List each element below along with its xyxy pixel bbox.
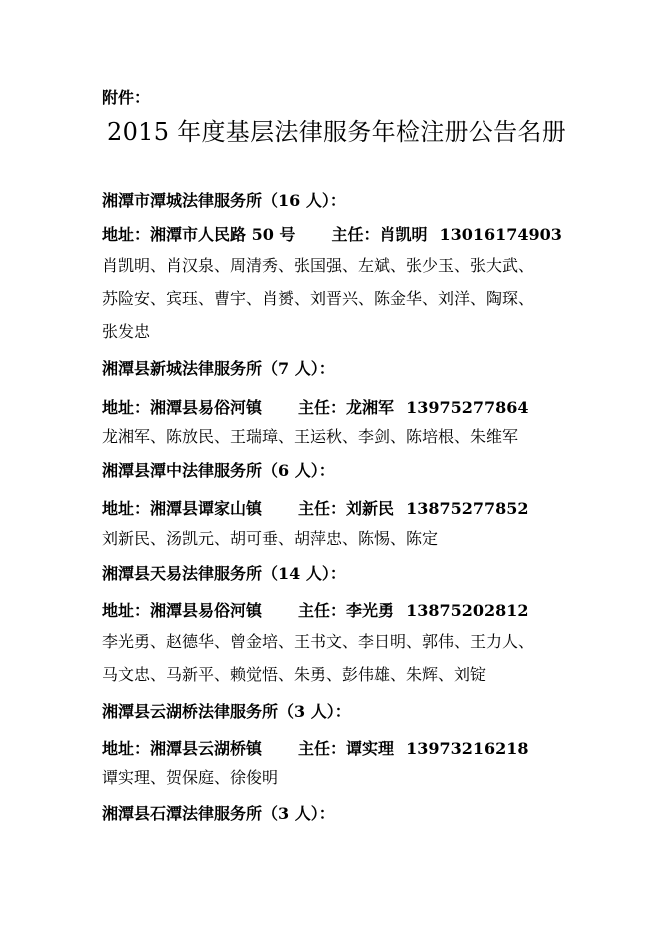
attachment-label: 附件： <box>102 88 151 107</box>
office-director: 李光勇 <box>346 601 395 620</box>
office-address-line <box>102 499 529 519</box>
office-address: 湘潭县云湖桥镇 <box>150 739 263 758</box>
office-phone: 13973216218 <box>406 739 529 758</box>
address-label: 地址： <box>102 398 151 417</box>
office-phone: 13975277864 <box>406 398 529 417</box>
director-label: 主任： <box>298 739 347 758</box>
office-director: 刘新民 <box>346 499 395 518</box>
office-address: 湘潭市人民路 50 号 <box>150 225 296 244</box>
office-name: 湘潭市潭城法律服务所（16 人）： <box>102 191 346 210</box>
office-name: 湘潭县石潭法律服务所（3 人）： <box>102 804 335 823</box>
office-name: 湘潭县云湖桥法律服务所（3 人）： <box>102 702 351 721</box>
address-label: 地址： <box>102 499 151 518</box>
member-list-line: 龙湘军、陈放民、王瑞璋、王运秋、李剑、陈培根、朱维军 <box>102 427 519 446</box>
office-phone: 13875277852 <box>406 499 529 518</box>
office-address: 湘潭县易俗河镇 <box>150 398 263 417</box>
address-label: 地址： <box>102 739 151 758</box>
office-phone: 13016174903 <box>439 225 562 244</box>
office-phone: 13875202812 <box>406 601 529 620</box>
member-list-line: 肖凯明、肖汉泉、周清秀、张国强、左斌、张少玉、张大武、 <box>102 256 535 275</box>
member-list-line: 谭实理、贺保庭、徐俊明 <box>102 768 279 787</box>
director-label: 主任： <box>331 225 380 244</box>
office-name: 湘潭县新城法律服务所（7 人）： <box>102 359 335 378</box>
member-list-line: 张发忠 <box>102 322 151 341</box>
address-label: 地址： <box>102 601 151 620</box>
office-address: 湘潭县易俗河镇 <box>150 601 263 620</box>
address-label: 地址： <box>102 225 151 244</box>
member-list-line: 马文忠、马新平、赖觉悟、朱勇、彭伟雄、朱辉、刘锭 <box>102 665 487 684</box>
office-address-line <box>102 225 562 245</box>
director-label: 主任： <box>298 398 347 417</box>
office-address-line <box>102 739 529 759</box>
page-title: 2015 年度基层法律服务年检注册公告名册 <box>107 118 567 146</box>
director-label: 主任： <box>298 601 347 620</box>
member-list-line: 李光勇、赵德华、曾金培、王书文、李日明、郭伟、王力人、 <box>102 632 535 651</box>
member-list-line: 刘新民、汤凯元、胡可垂、胡萍忠、陈惕、陈定 <box>102 529 439 548</box>
office-director: 谭实理 <box>346 739 395 758</box>
office-director: 肖凯明 <box>379 225 428 244</box>
director-label: 主任： <box>298 499 347 518</box>
office-name: 湘潭县潭中法律服务所（6 人）： <box>102 461 335 480</box>
office-address-line <box>102 601 529 621</box>
office-address: 湘潭县谭家山镇 <box>150 499 263 518</box>
member-list-line: 苏险安、宾珏、曹宇、肖赟、刘晋兴、陈金华、刘洋、陶琛、 <box>102 289 535 308</box>
office-name: 湘潭县天易法律服务所（14 人）： <box>102 564 346 583</box>
office-director: 龙湘军 <box>346 398 395 417</box>
office-address-line <box>102 398 529 418</box>
